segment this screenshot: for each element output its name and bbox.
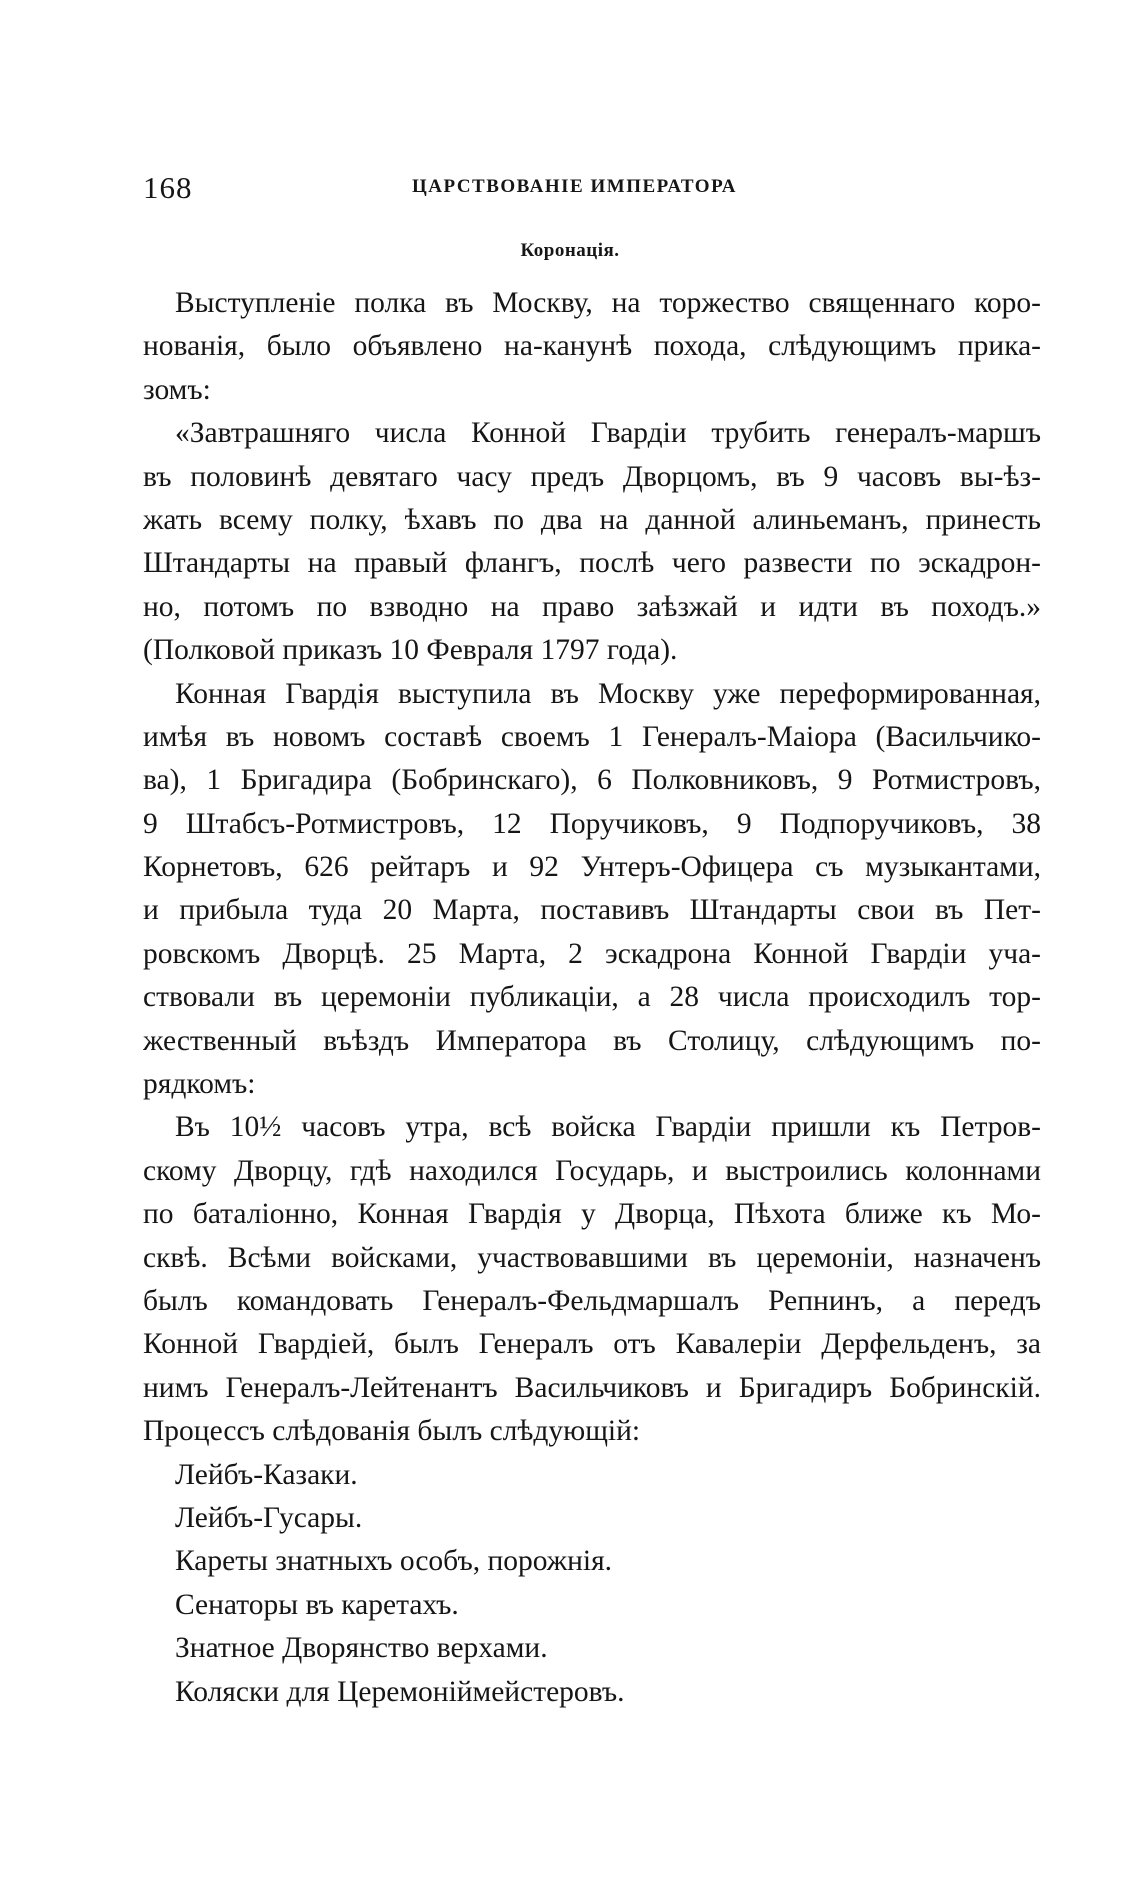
paragraph xyxy=(143,412,1041,672)
list-item: Лейбъ-Казаки. xyxy=(175,1458,358,1491)
text-line: Конная Гвардія выступила въ Москву уже переформированная, xyxy=(175,677,1041,710)
text-line: Корнетовъ, 626 рейтаръ и 92 Унтеръ-Офицера съ музыкантами, xyxy=(143,851,1041,884)
text-line: по баталіонно, Конная Гвардія у Дворца, Пѣхота ближе къ Мо- xyxy=(143,1198,1041,1231)
paragraph xyxy=(143,673,1041,1107)
list-item: Знатное Дворянство верхами. xyxy=(175,1632,548,1665)
text-line: жественный въѣздъ Императора въ Столицу, слѣдующимъ по- xyxy=(143,1024,1041,1057)
text-line: жать всему полку, ѣхавъ по два на данной алиньеманъ, принесть xyxy=(143,503,1041,536)
running-title: ЦАРСТВОВАНІЕ ИМПЕРАТОРА xyxy=(412,176,737,197)
text-line: Въ 10½ часовъ утра, всѣ войска Гвардіи пришли къ Петров- xyxy=(175,1111,1041,1144)
text-line: Штандарты на правый флангъ, послѣ чего развести по эскадрон- xyxy=(143,547,1041,580)
list-item: Коляски для Церемоніймейстеровъ. xyxy=(175,1675,625,1708)
text-line: «Завтрашняго числа Конной Гвардіи трубить генералъ-маршъ xyxy=(175,417,1041,450)
text-line: 9 Штабсъ-Ротмистровъ, 12 Поручиковъ, 9 Подпоручиковъ, 38 xyxy=(143,807,1041,840)
list-item: Кареты знатныхъ особъ, порожнія. xyxy=(175,1545,613,1578)
text-line: ровскомъ Дворцѣ. 25 Марта, 2 эскадрона Конной Гвардіи уча- xyxy=(143,937,1041,970)
procession-list xyxy=(143,1454,1041,1714)
text-line: ва), 1 Бригадира (Бобринскаго), 6 Полковниковъ, 9 Ротмистровъ, xyxy=(143,764,1041,797)
list-item: Сенаторы въ каретахъ. xyxy=(175,1588,459,1621)
text-line: имѣя въ новомъ составѣ своемъ 1 Генералъ-Маіора (Васильчико- xyxy=(143,720,1041,753)
text-line: Конной Гвардіей, былъ Генералъ отъ Кавалеріи Дерфельденъ, за xyxy=(143,1328,1041,1361)
text-line: (Полковой приказъ 10 Февраля 1797 года). xyxy=(143,634,678,667)
text-line: былъ командовать Генералъ-Фельдмаршалъ Репнинъ, а передъ xyxy=(143,1284,1041,1317)
text-line: въ половинѣ девятаго часу предъ Дворцомъ, въ 9 часовъ вы-ѣз- xyxy=(143,460,1041,493)
text-line: зомъ: xyxy=(143,373,211,406)
paragraph xyxy=(143,1106,1041,1453)
text-line: скому Дворцу, гдѣ находился Государь, и выстроились колоннами xyxy=(143,1154,1041,1187)
text-line: ствовали въ церемоніи публикаціи, а 28 числа происходилъ тор- xyxy=(143,981,1041,1014)
list-item: Лейбъ-Гусары. xyxy=(175,1501,363,1534)
text-line: рядкомъ: xyxy=(143,1068,256,1101)
paragraph xyxy=(143,282,1041,412)
text-line: Выступленіе полка въ Москву, на торжество священнаго коро- xyxy=(175,287,1041,319)
text-line: сквѣ. Всѣми войсками, участвовавшими въ церемоніи, назначенъ xyxy=(143,1241,1041,1274)
section-title: Коронація. xyxy=(520,240,620,261)
text-line: нованія, было объявлено на-канунѣ похода, слѣдующимъ прика- xyxy=(143,330,1041,363)
text-line: и прибыла туда 20 Марта, поставивъ Штандарты свои въ Пет- xyxy=(143,894,1041,927)
body-text xyxy=(143,282,1041,1714)
page-number: 168 xyxy=(143,170,193,205)
text-line: но, потомъ по взводно на право заѣзжай и идти въ походъ.» xyxy=(143,590,1041,623)
text-line: Процессъ слѣдованія былъ слѣдующій: xyxy=(143,1415,641,1448)
text-line: нимъ Генералъ-Лейтенантъ Васильчиковъ и Бригадиръ Бобринскій. xyxy=(143,1371,1041,1404)
